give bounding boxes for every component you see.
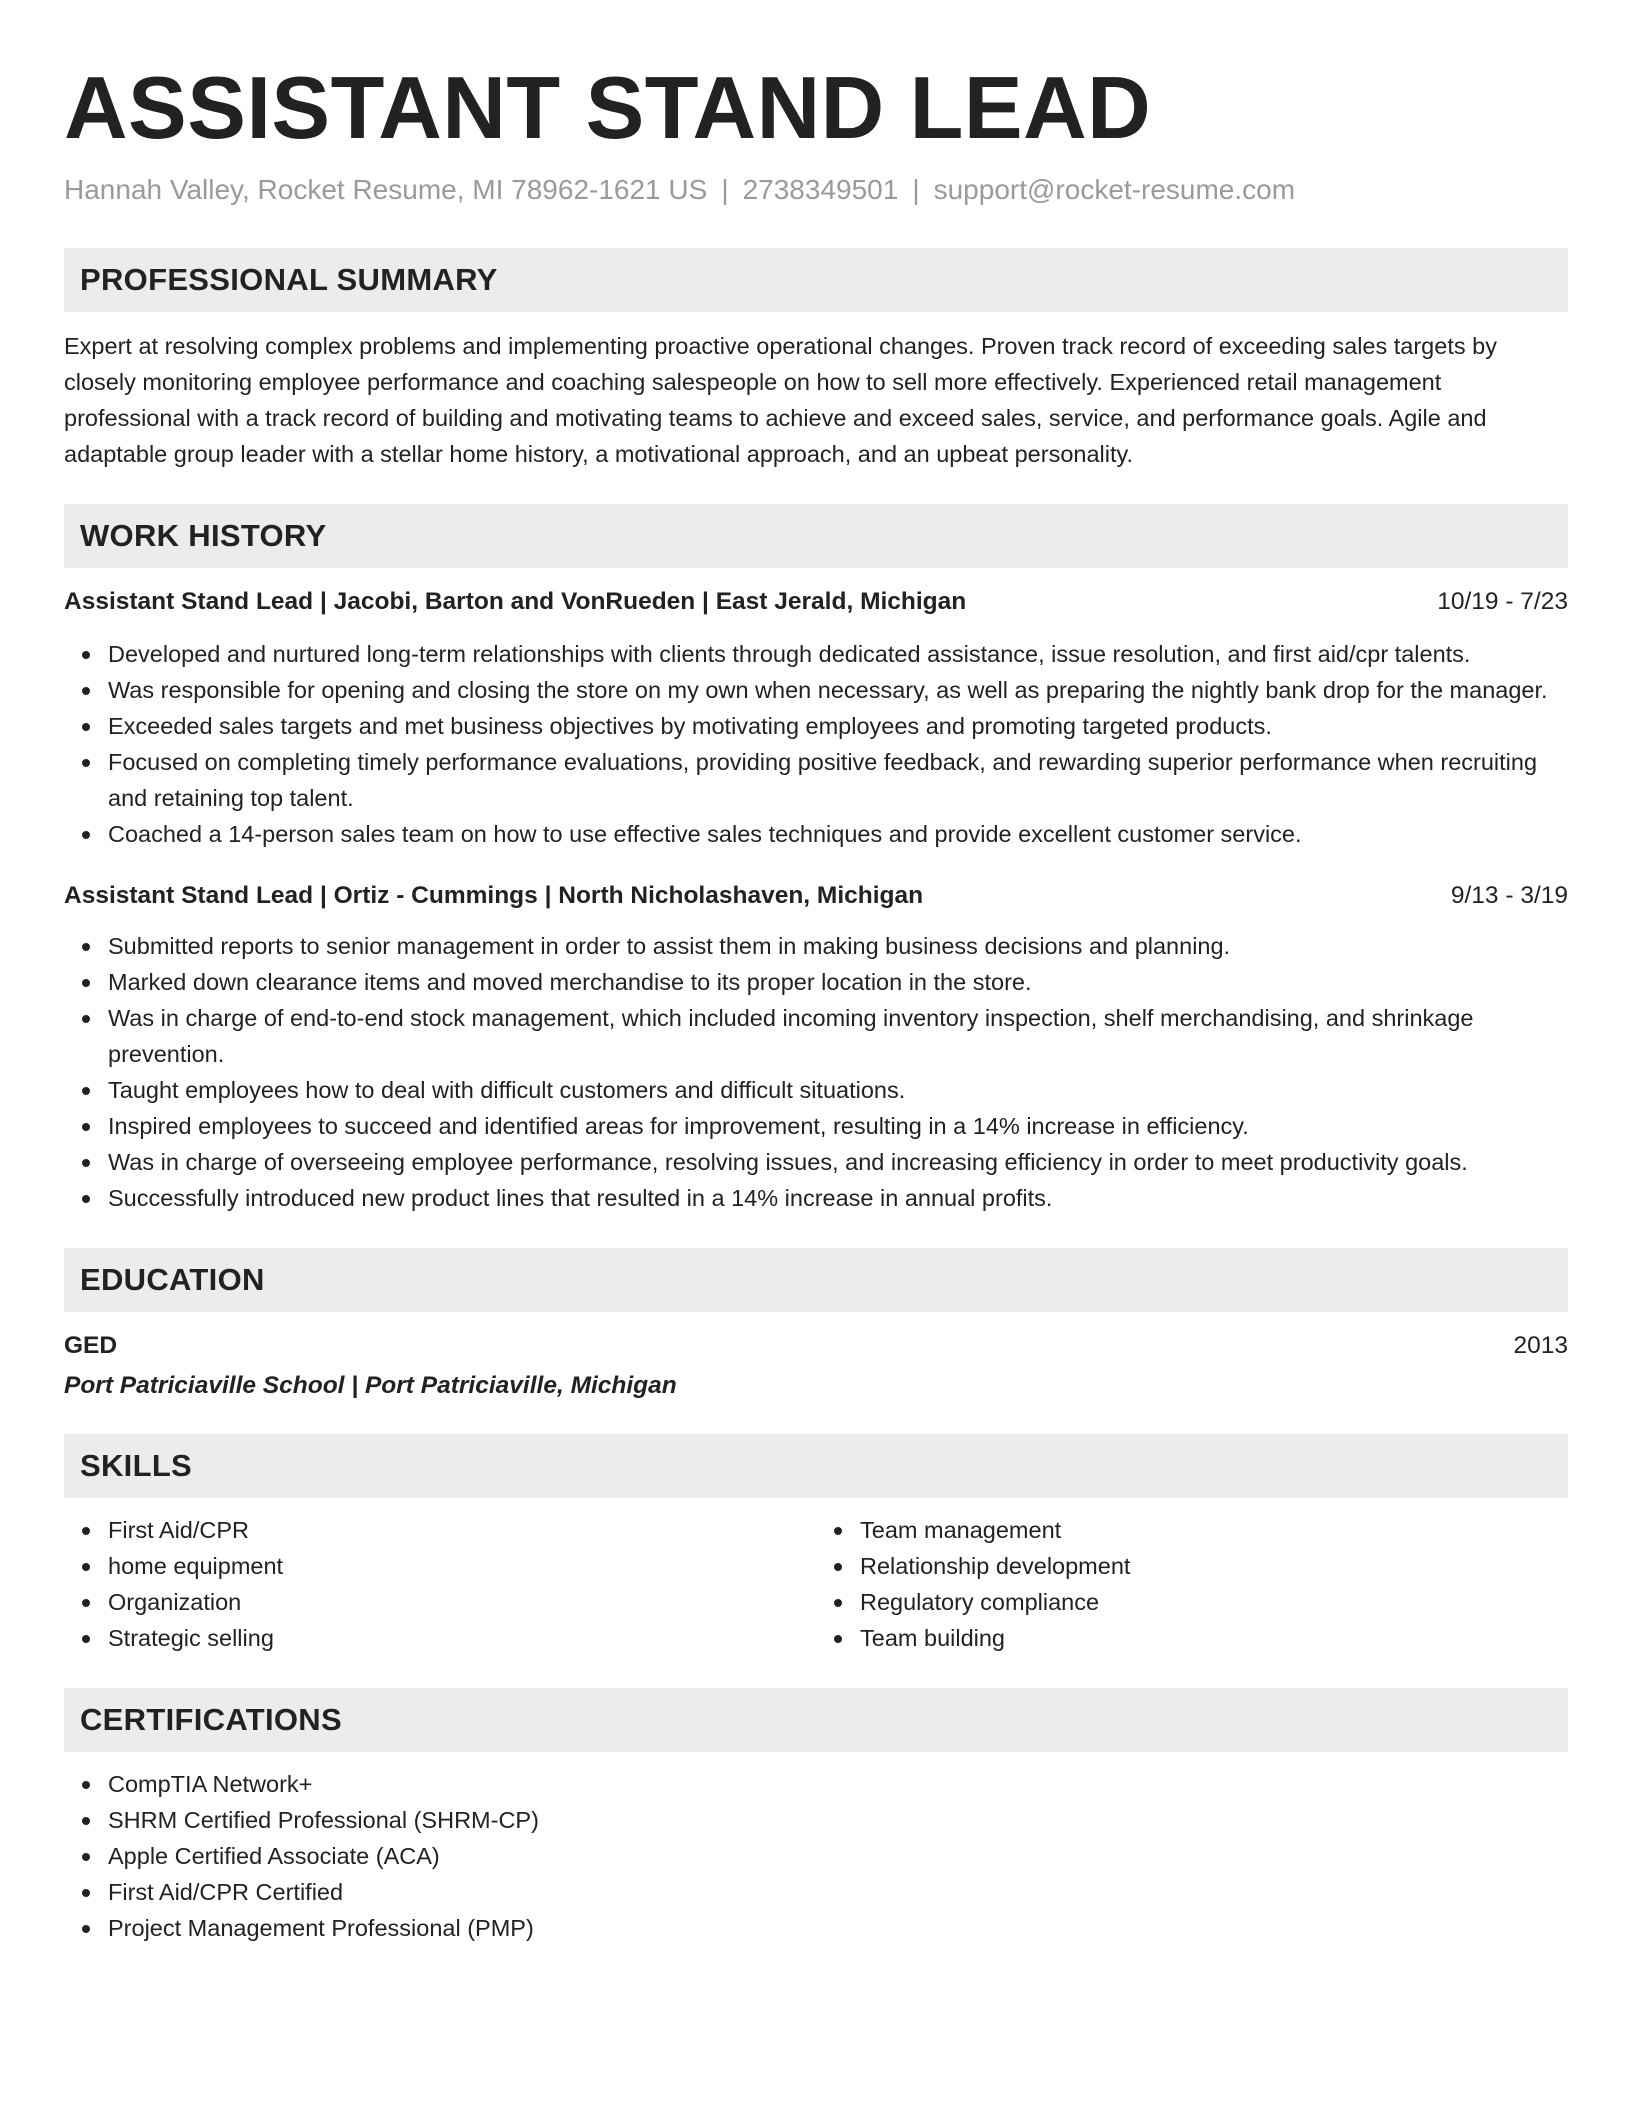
- list-item: First Aid/CPR: [108, 1512, 816, 1548]
- list-item: home equipment: [108, 1548, 816, 1584]
- list-item: Regulatory compliance: [860, 1584, 1568, 1620]
- list-item: Was responsible for opening and closing the store on my own when necessary, as well as preparing the nightly bank drop for the manager.: [108, 672, 1568, 708]
- list-item: Marked down clearance items and moved merchandise to its proper location in the store.: [108, 964, 1568, 1000]
- job-dates: 9/13 - 3/19: [1450, 882, 1568, 909]
- resume-title: ASSISTANT STAND LEAD: [64, 58, 1152, 157]
- list-item: CompTIA Network+: [108, 1766, 1568, 1802]
- section-heading-skills: SKILLS: [64, 1434, 1568, 1498]
- contact-line: [64, 172, 1568, 208]
- contact-phone: 2738349501: [742, 174, 899, 205]
- skills-list-left: [64, 1512, 816, 1656]
- contact-email[interactable]: support@rocket-resume.com: [933, 174, 1296, 205]
- list-item: Inspired employees to succeed and identified areas for improvement, resulting in a 14% increase in efficiency.: [108, 1108, 1568, 1144]
- education-school: Port Patriciaville School | Port Patriciaville, Michigan: [64, 1372, 677, 1399]
- education-year: 2013: [1513, 1332, 1568, 1359]
- skills-grid: [64, 1512, 1568, 1656]
- list-item: Taught employees how to deal with difficult customers and difficult situations.: [108, 1072, 1568, 1108]
- list-item: Was in charge of overseeing employee performance, resolving issues, and increasing efficiency in order to meet productivity goals.: [108, 1144, 1568, 1180]
- list-item: Coached a 14-person sales team on how to use effective sales techniques and provide excellent customer service.: [108, 816, 1568, 852]
- summary-text: Expert at resolving complex problems and implementing proactive operational changes. Proven track record of exceeding sales targets by closely monitoring employee performance and coaching salespeople on how to sell more effectively. Experienced retail management professional with a track record of building and motivating teams to achieve and exceed sales, service, and performance goals. Agile and adaptable group leader with a stellar home history, a motivational approach, and an upbeat personality.: [64, 333, 1497, 467]
- list-item: First Aid/CPR Certified: [108, 1874, 1568, 1910]
- job-title: Assistant Stand Lead | Jacobi, Barton and VonRueden | East Jerald, Michigan: [64, 588, 967, 615]
- list-item: Team management: [860, 1512, 1568, 1548]
- section-heading-summary: PROFESSIONAL SUMMARY: [64, 248, 1568, 312]
- list-item: Relationship development: [860, 1548, 1568, 1584]
- job-header: [64, 878, 1568, 914]
- list-item: Submitted reports to senior management in order to assist them in making business decisions and planning.: [108, 928, 1568, 964]
- section-heading-work: WORK HISTORY: [64, 504, 1568, 568]
- education-row: [64, 1328, 1568, 1364]
- list-item: Was in charge of end-to-end stock management, which included incoming inventory inspection, shelf merchandising, and shrinkage prevention.: [108, 1000, 1568, 1072]
- contact-separator: |: [912, 174, 920, 205]
- list-item: Apple Certified Associate (ACA): [108, 1838, 1568, 1874]
- list-item: Organization: [108, 1584, 816, 1620]
- contact-separator: |: [721, 174, 729, 205]
- list-item: SHRM Certified Professional (SHRM-CP): [108, 1802, 1568, 1838]
- contact-address: Hannah Valley, Rocket Resume, MI 78962-1621 US: [64, 174, 708, 205]
- list-item: Developed and nurtured long-term relationships with clients through dedicated assistance, issue resolution, and first aid/cpr talents.: [108, 636, 1568, 672]
- job-bullets: [64, 636, 1568, 852]
- job-header: [64, 584, 1568, 620]
- section-heading-certifications: CERTIFICATIONS: [64, 1688, 1568, 1752]
- list-item: Focused on completing timely performance evaluations, providing positive feedback, and rewarding superior performance when recruiting and retaining top talent.: [108, 744, 1568, 816]
- job-dates: 10/19 - 7/23: [1437, 588, 1568, 615]
- list-item: Exceeded sales targets and met business objectives by motivating employees and promoting targeted products.: [108, 708, 1568, 744]
- job-bullets: [64, 928, 1568, 1216]
- list-item: Successfully introduced new product lines that resulted in a 14% increase in annual profits.: [108, 1180, 1568, 1216]
- job-entry: [64, 584, 1568, 852]
- list-item: Team building: [860, 1620, 1568, 1656]
- education-degree: GED: [64, 1332, 118, 1359]
- skills-list-right: [816, 1512, 1568, 1656]
- job-title: Assistant Stand Lead | Ortiz - Cummings | North Nicholashaven, Michigan: [64, 882, 924, 909]
- list-item: Strategic selling: [108, 1620, 816, 1656]
- job-entry: [64, 878, 1568, 1216]
- certifications-list: [64, 1766, 1568, 1946]
- section-heading-education: EDUCATION: [64, 1248, 1568, 1312]
- list-item: Project Management Professional (PMP): [108, 1910, 1568, 1946]
